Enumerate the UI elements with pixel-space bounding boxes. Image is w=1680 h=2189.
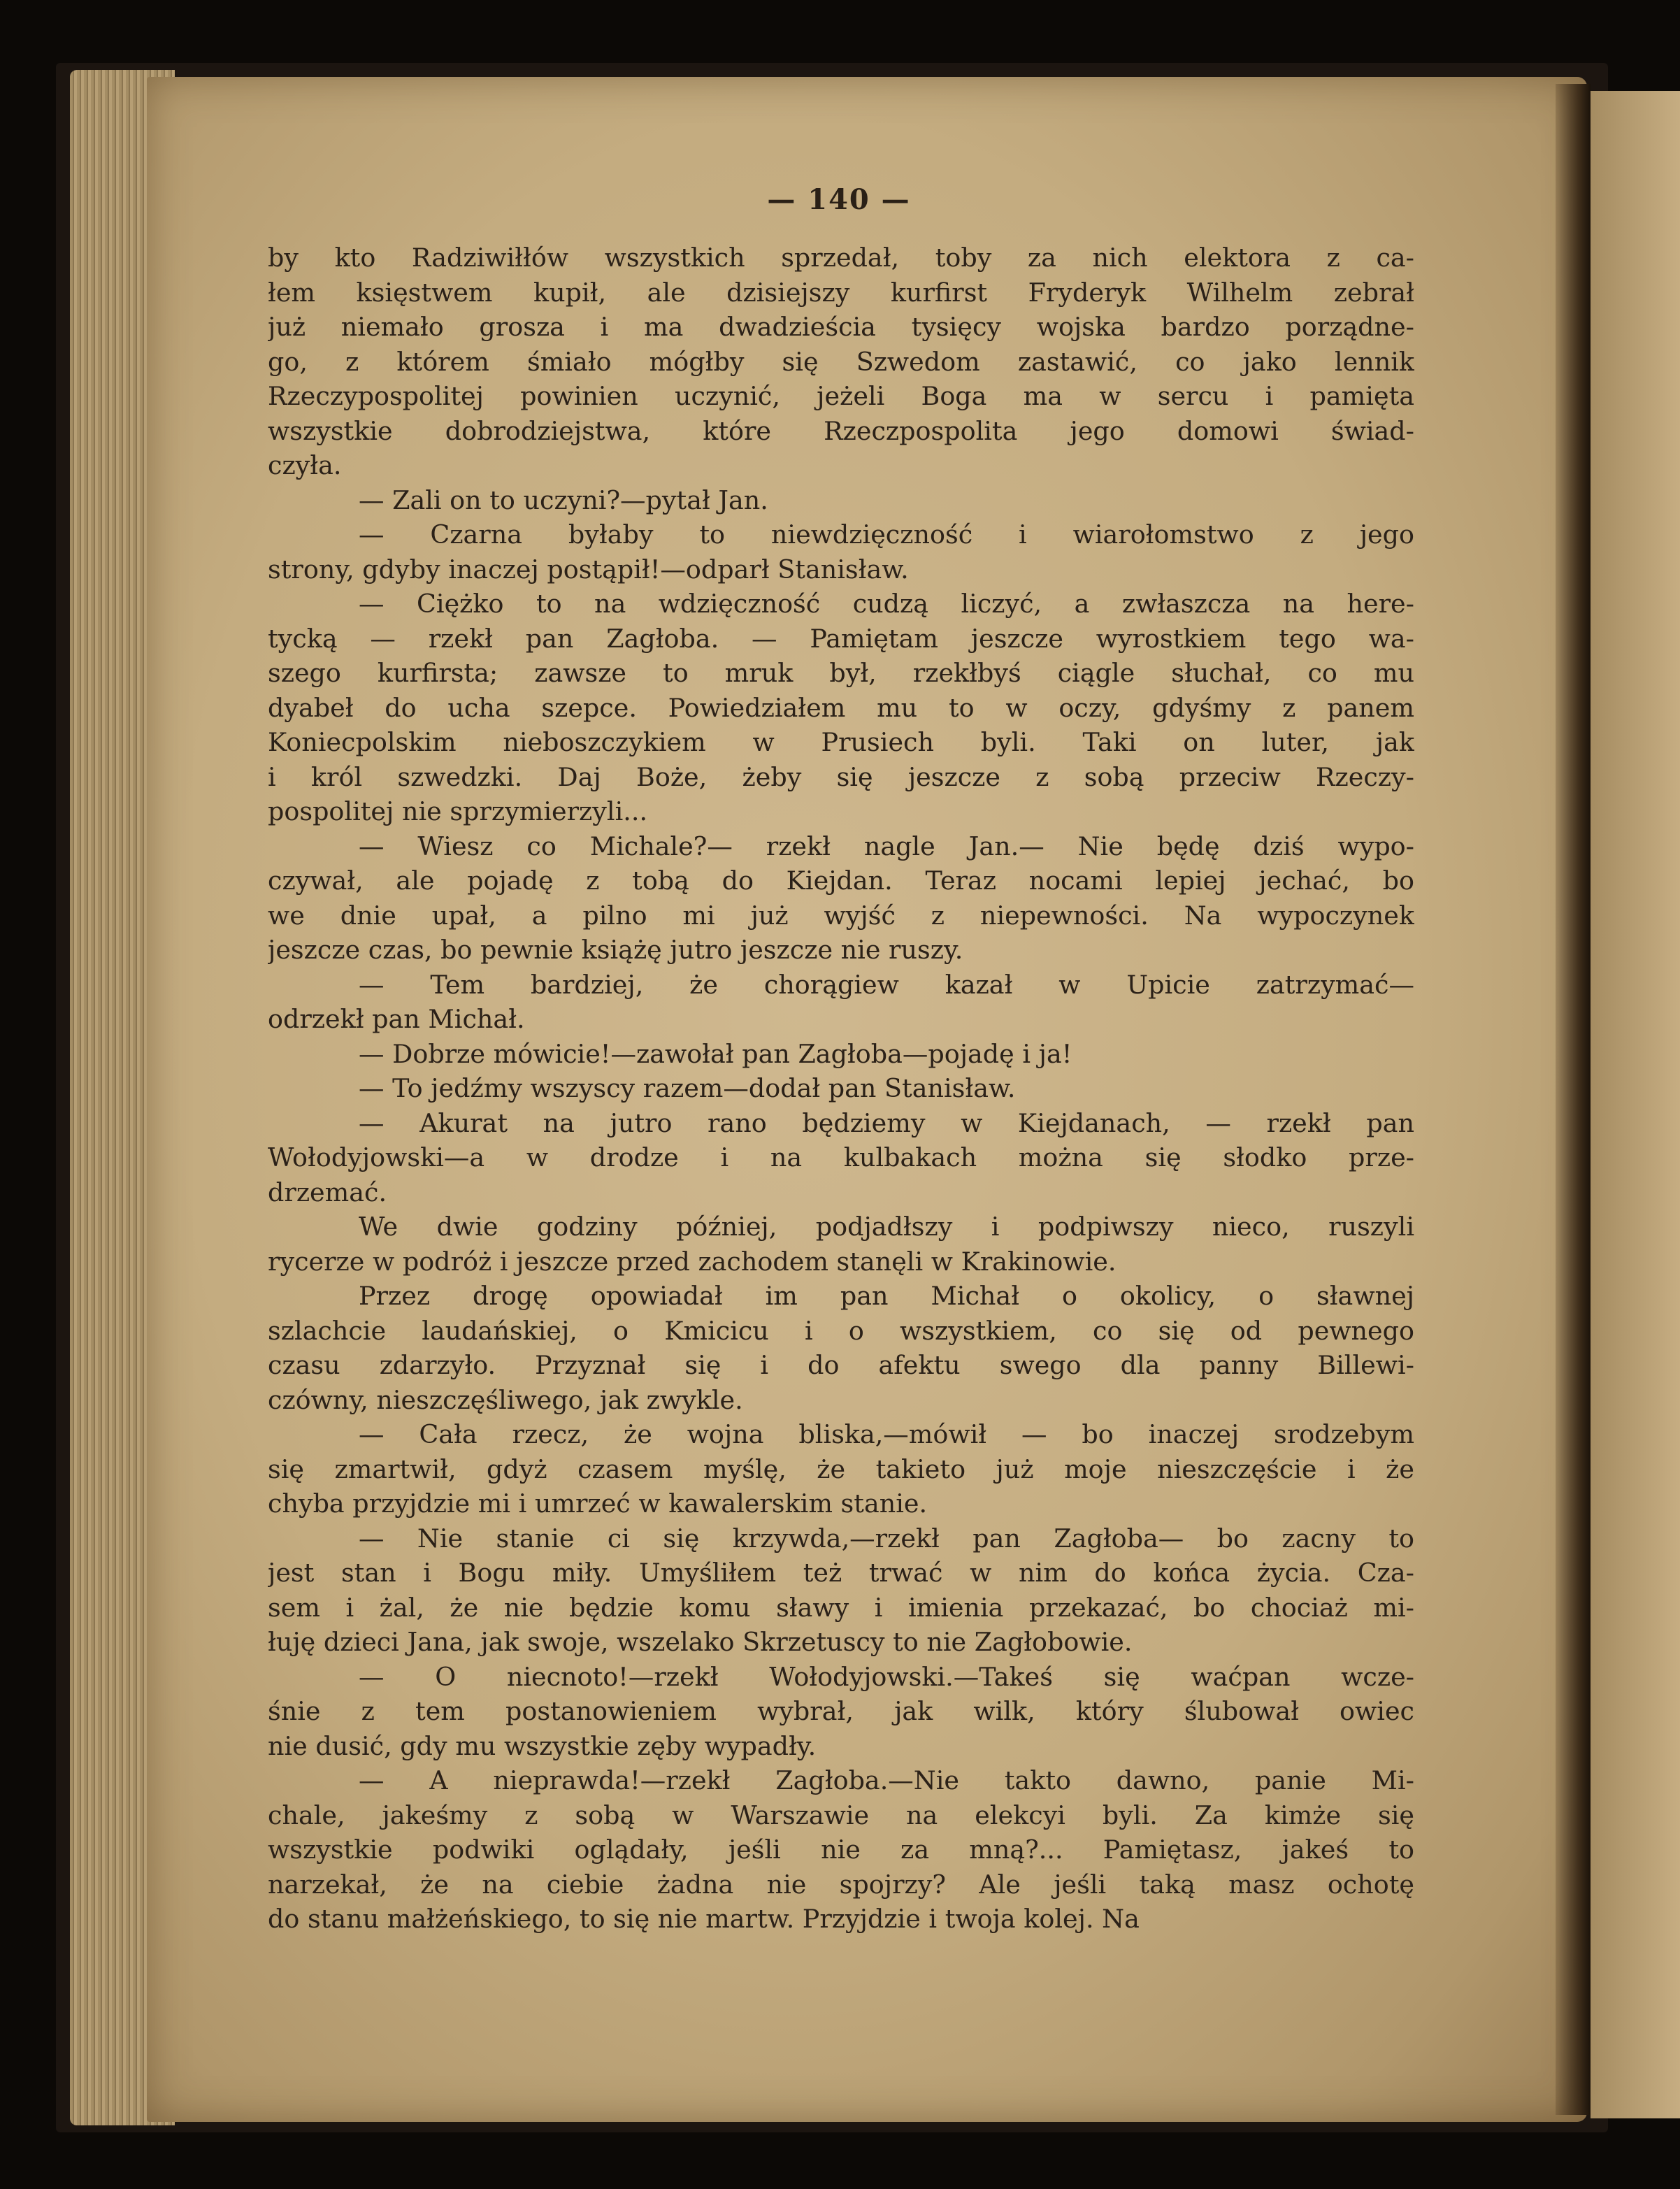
text-line: śnie z tem postanowieniem wybrał, jak wilk, który ślubował owiec	[268, 1696, 1414, 1726]
text-line: strony, gdyby inaczej postąpił!—odparł Stanisław.	[268, 554, 909, 584]
text-line: — A nieprawda!—rzekł Zagłoba.—Nie takto dawno, panie Mi-	[359, 1765, 1414, 1795]
text-line: tycką — rzekł pan Zagłoba. — Pamiętam jeszcze wyrostkiem tego wa-	[268, 623, 1414, 654]
text-line: — Zali on to uczyni?—pytał Jan.	[359, 485, 768, 515]
text-line: drzemać.	[268, 1177, 387, 1207]
text-line: czówny, nieszczęśliwego, jak zwykle.	[268, 1384, 743, 1415]
text-line: chyba przyjdzie mi i umrzeć w kawalerskim stanie.	[268, 1488, 928, 1519]
text-line: dyabeł do ucha szepce. Powiedziałem mu to w oczy, gdyśmy z panem	[268, 692, 1414, 723]
text-line: łem księstwem kupił, ale dzisiejszy kurfirst Fryderyk Wilhelm zebrał	[268, 277, 1414, 308]
text-line: szego kurfirsta; zawsze to mruk był, rzekłbyś ciągle słuchał, co mu	[268, 658, 1414, 688]
text-line: wszystkie dobrodziejstwa, które Rzeczpospolita jego domowi świad-	[268, 415, 1414, 446]
text-line: jest stan i Bogu miły. Umyśliłem też trwać w nim do końca życia. Cza-	[268, 1558, 1414, 1588]
text-line: — Wiesz co Michale?— rzekł nagle Jan.— Nie będę dziś wypo-	[359, 831, 1414, 861]
text-line: jeszcze czas, bo pewnie książę jutro jeszcze nie ruszy.	[268, 935, 963, 965]
text-line: rycerze w podróż i jeszcze przed zachodem stanęli w Krakinowie.	[268, 1246, 1117, 1277]
text-line: We dwie godziny później, podjadłszy i podpiwszy nieco, ruszyli	[359, 1212, 1414, 1242]
text-line: chale, jakeśmy z sobą w Warszawie na elekcyi byli. Za kimże się	[268, 1800, 1414, 1830]
text-line: Przez drogę opowiadał im pan Michał o okolicy, o sławnej	[359, 1281, 1414, 1311]
page-body-text	[268, 241, 1414, 1937]
text-line: Koniecpolskim nieboszczykiem w Prusiech byli. Taki on luter, jak	[268, 727, 1414, 757]
text-line: — Ciężko to na wdzięczność cudzą liczyć, a zwłaszcza na here-	[359, 589, 1414, 619]
text-line: szlachcie laudańskiej, o Kmicicu i o wszystkiem, co się od pewnego	[268, 1315, 1414, 1346]
text-line: — Cała rzecz, że wojna bliska,—mówił — bo inaczej srodzebym	[359, 1419, 1414, 1449]
text-line: go, z którem śmiało mógłby się Szwedom zastawić, co jako lennik	[268, 346, 1414, 377]
text-line: odrzekł pan Michał.	[268, 1004, 525, 1034]
text-line: czasu zdarzyło. Przyznał się i do afektu swego dla panny Billewi-	[268, 1350, 1414, 1380]
text-line: narzekał, że na ciebie żadna nie spojrzy? Ale jeśli taką masz ochotę	[268, 1869, 1414, 1900]
text-line: sem i żal, że nie będzie komu sławy i imienia przekazać, bo chociaż mi-	[268, 1592, 1414, 1623]
text-line: już niemało grosza i ma dwadzieścia tysięcy wojska bardzo porządne-	[268, 312, 1414, 342]
text-line: by kto Radziwiłłów wszystkich sprzedał, toby za nich elektora z ca-	[268, 243, 1414, 273]
text-line: i król szwedzki. Daj Boże, żeby się jeszcze z sobą przeciw Rzeczy-	[268, 761, 1414, 792]
page-number: — 140 —	[767, 183, 911, 216]
text-line: nie dusić, gdy mu wszystkie zęby wypadły.	[268, 1730, 817, 1761]
text-line: — Tem bardziej, że chorągiew kazał w Upicie zatrzymać—	[359, 969, 1414, 1000]
text-line: — Dobrze mówicie!—zawołał pan Zagłoba—pojadę i ja!	[359, 1038, 1072, 1069]
text-line: łuję dzieci Jana, jak swoje, wszelako Skrzetuscy to nie Zagłobowie.	[268, 1627, 1133, 1657]
text-line: Wołodyjowski—a w drodze i na kulbakach można się słodko prze-	[268, 1142, 1414, 1172]
text-line: Rzeczypospolitej powinien uczynić, jeżeli Boga ma w sercu i pamięta	[268, 381, 1414, 411]
facing-page-edge	[1591, 91, 1680, 2118]
book-gutter	[1556, 84, 1591, 2115]
text-line: — Czarna byłaby to niewdzięczność i wiarołomstwo z jego	[359, 519, 1414, 550]
text-line: pospolitej nie sprzymierzyli...	[268, 796, 648, 826]
text-line: się zmartwił, gdyż czasem myślę, że takieto już moje nieszczęście i że	[268, 1454, 1414, 1484]
text-line: — Nie stanie ci się krzywda,—rzekł pan Zagłoba— bo zacny to	[359, 1523, 1414, 1553]
text-line: we dnie upał, a pilno mi już wyjść z niepewności. Na wypoczynek	[268, 900, 1414, 931]
text-line: — O niecnoto!—rzekł Wołodyjowski.—Takeś się waćpan wcze-	[359, 1661, 1414, 1692]
text-line: do stanu małżeńskiego, to się nie martw. Przyjdzie i twoja kolej. Na	[268, 1904, 1140, 1934]
text-line: — To jedźmy wszyscy razem—dodał pan Stanisław.	[359, 1073, 1016, 1103]
text-line: czyła.	[268, 450, 342, 480]
text-line: — Akurat na jutro rano będziemy w Kiejdanach, — rzekł pan	[359, 1107, 1414, 1138]
text-line: wszystkie podwiki oglądały, jeśli nie za mną?... Pamiętasz, jakeś to	[268, 1835, 1414, 1865]
text-line: czywał, ale pojadę z tobą do Kiejdan. Teraz nocami lepiej jechać, bo	[268, 866, 1414, 896]
